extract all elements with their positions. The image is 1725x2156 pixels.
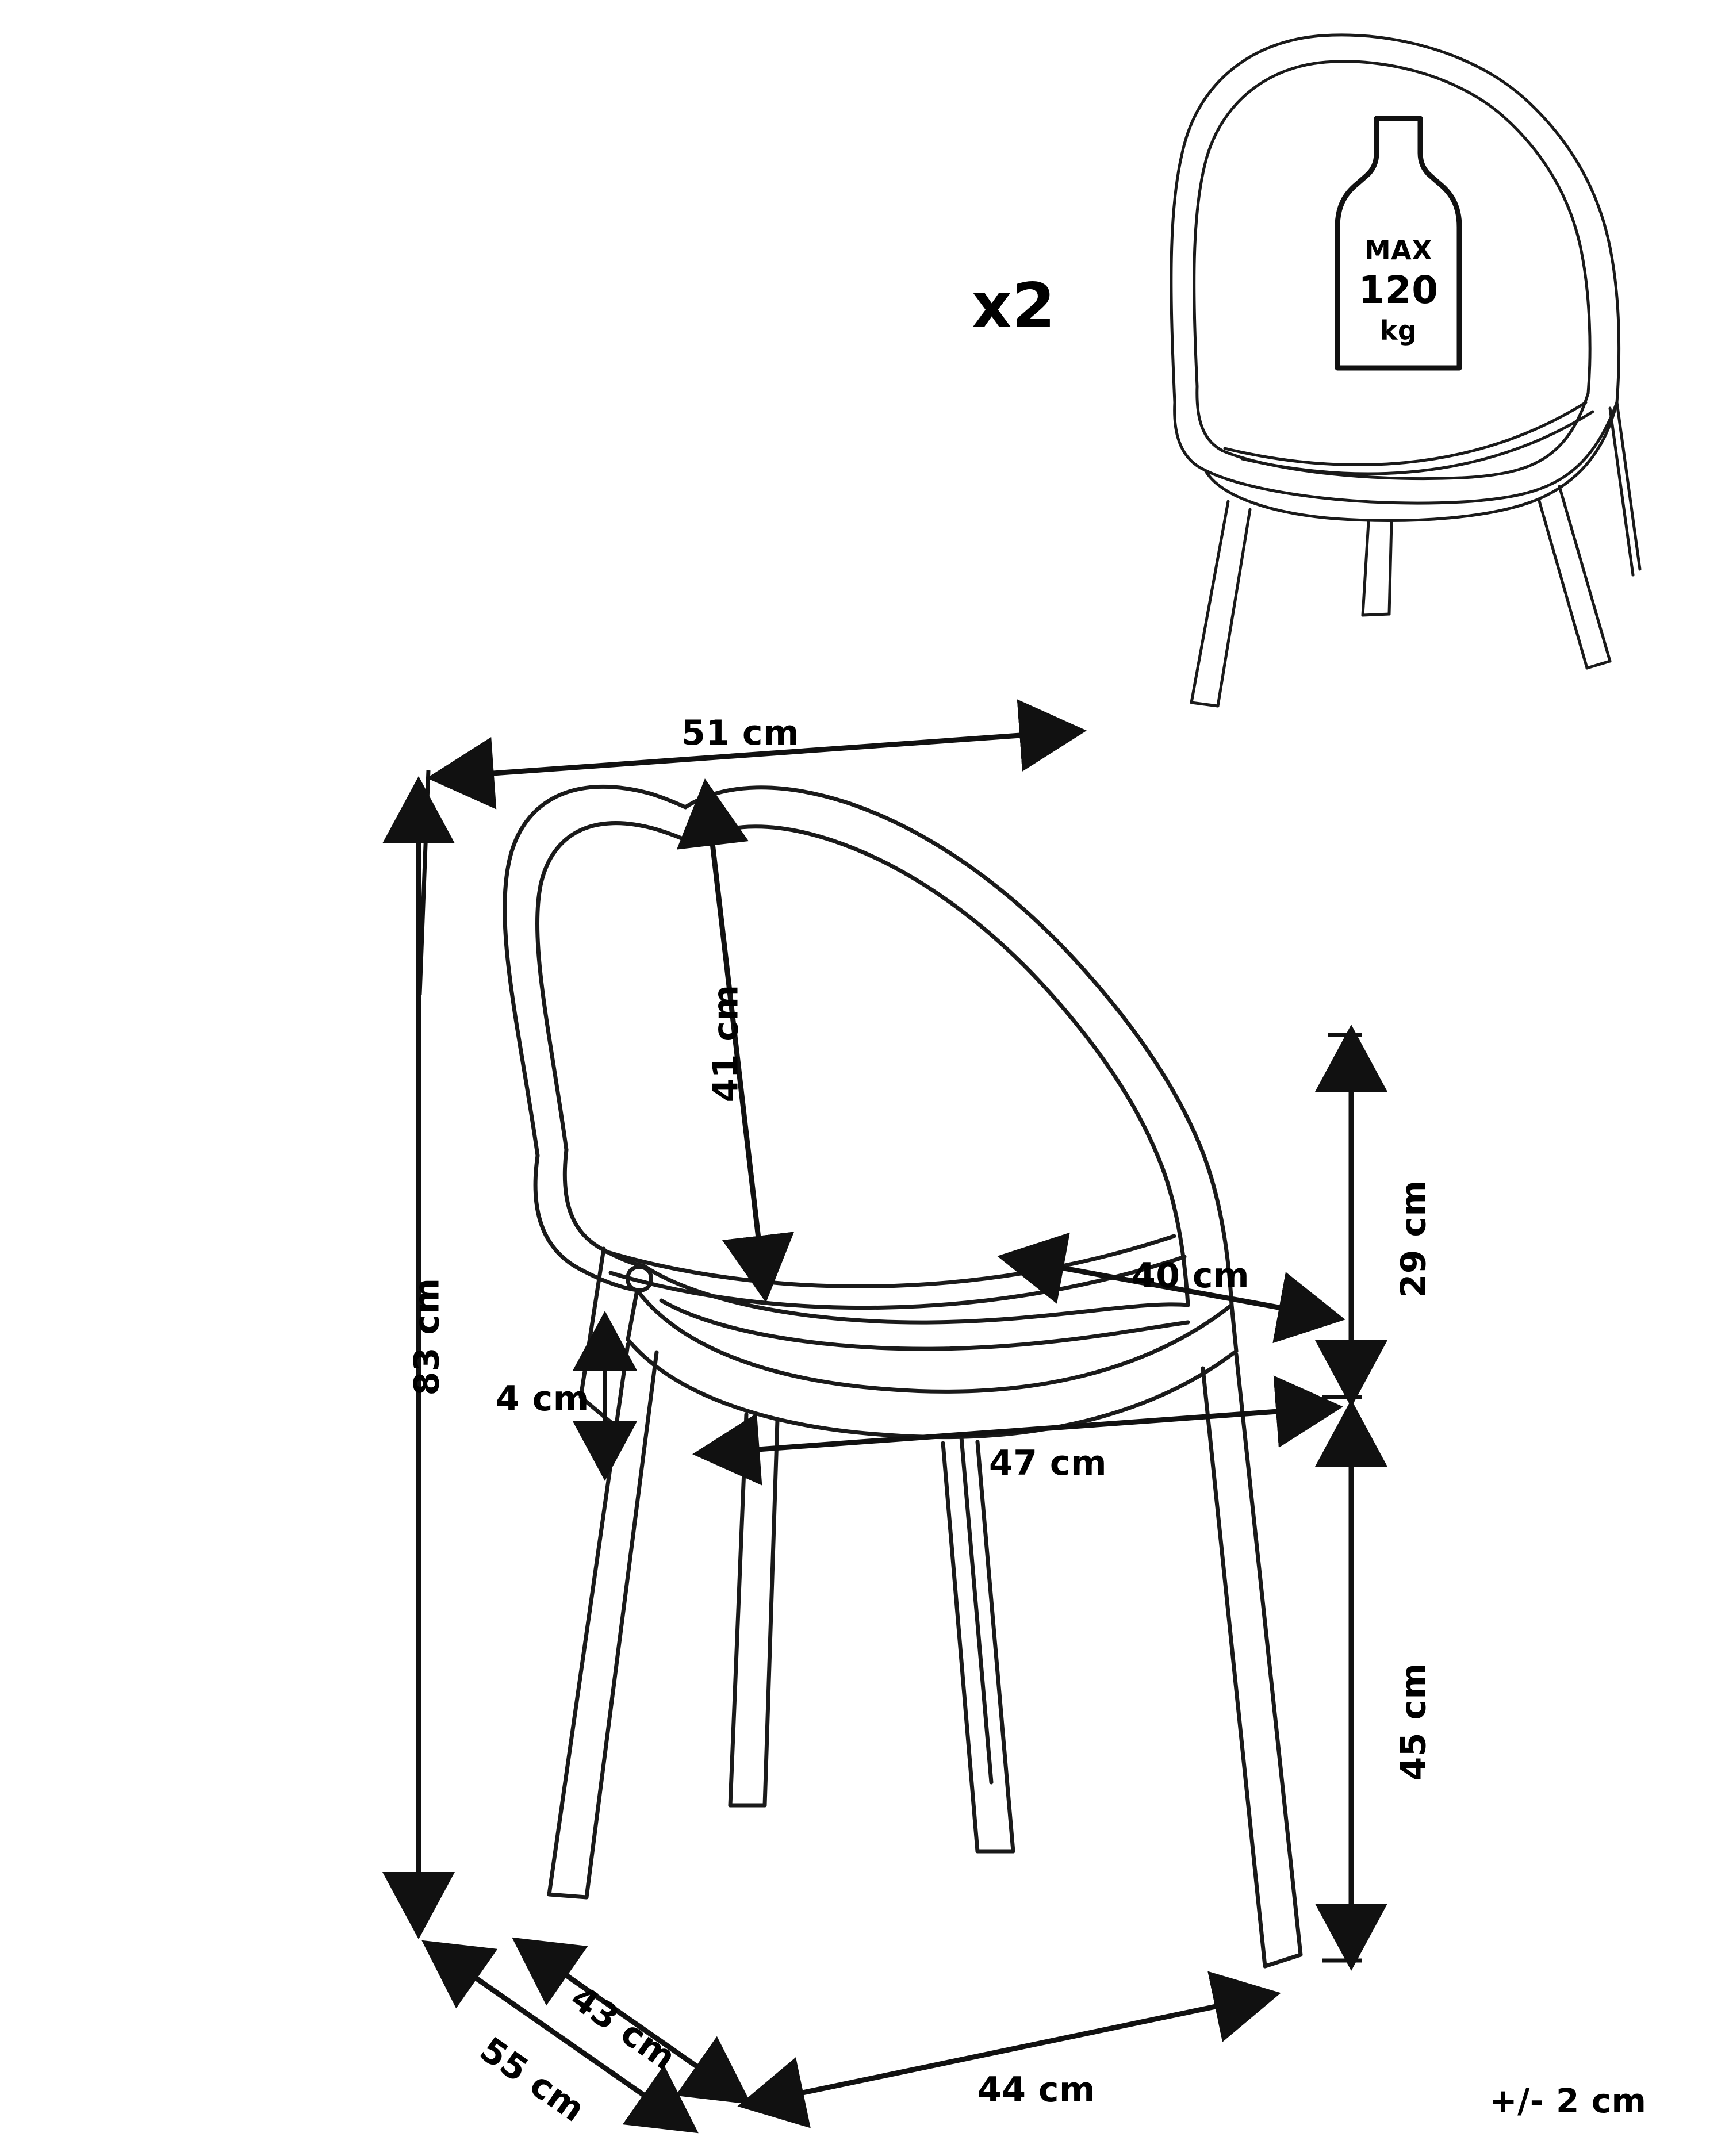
dim-total-depth-label: 55 cm [472, 2030, 592, 2130]
max-weight-text: MAX [1364, 235, 1433, 266]
quantity-label: x2 [972, 270, 1056, 342]
dim-seat-width-label: 47 cm [989, 1443, 1107, 1483]
dimension-lines [419, 731, 1362, 2127]
tolerance-label: +/- 2 cm [1489, 2081, 1647, 2120]
main-chair-illustration [505, 787, 1301, 1966]
dim-seat-thickness-label: 4 cm [496, 1379, 589, 1419]
dim-total-width-label: 51 cm [681, 713, 799, 753]
dim-armrest-height-label: 29 cm [1393, 1180, 1434, 1298]
dim-base-width-label: 44 cm [977, 2070, 1095, 2110]
dim-seat-height-label: 45 cm [1393, 1663, 1434, 1781]
max-weight-value: 120 [1358, 268, 1439, 312]
dim-backrest-height-label: 41 cm [706, 984, 746, 1103]
dim-base-depth-label: 43 cm [563, 1978, 683, 2078]
dim-total-height-label: 83 cm [407, 1278, 447, 1396]
max-weight-unit: kg [1379, 315, 1417, 346]
dim-seat-depth-label: 40 cm [1132, 1256, 1249, 1296]
